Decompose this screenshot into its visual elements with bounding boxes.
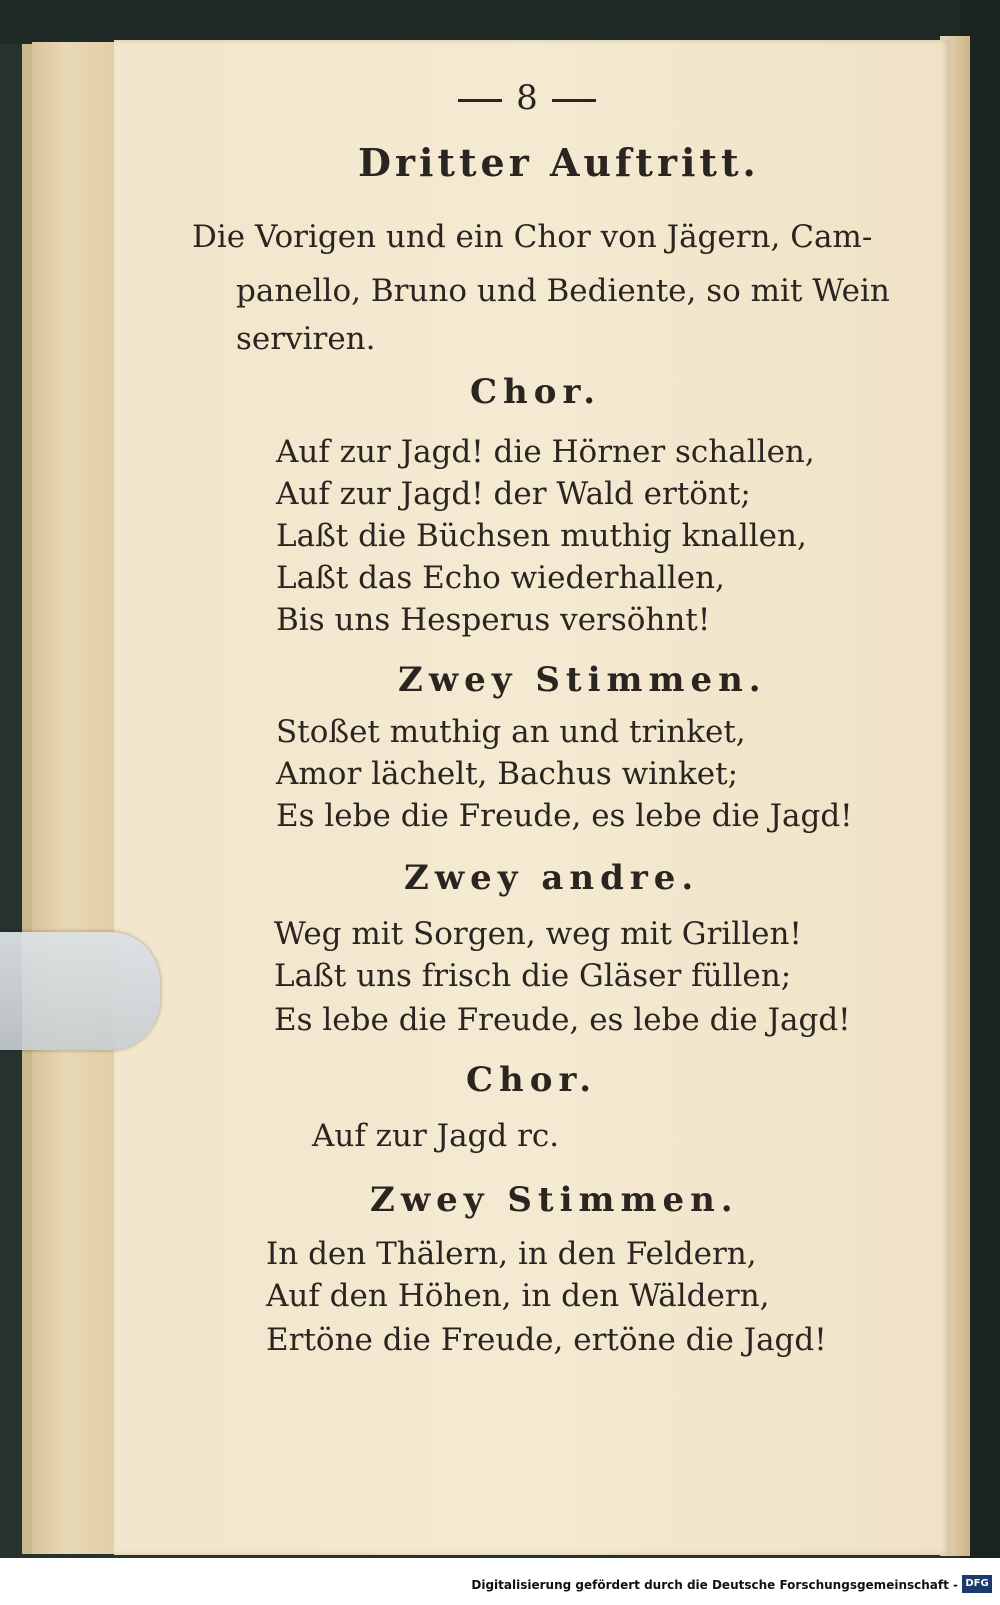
speaker-heading: Zwey Stimmen. xyxy=(370,1180,739,1220)
verse-line: Stoßet muthig an und trinket, xyxy=(276,714,746,750)
verse-line: Weg mit Sorgen, weg mit Grillen! xyxy=(274,916,802,952)
footer-credit: Digitalisierung gefördert durch die Deutsche Forschungsgemeinschaft - xyxy=(471,1578,958,1592)
verse-line: Es lebe die Freude, es lebe die Jagd! xyxy=(274,1002,851,1038)
stage-direction-line: Die Vorigen und ein Chor von Jägern, Cam- xyxy=(192,219,873,255)
verse-line: Bis uns Hesperus versöhnt! xyxy=(276,602,711,638)
stage-direction-line: panello, Bruno und Bediente, so mit Wein xyxy=(236,273,890,309)
page-holder-clip xyxy=(0,932,160,1050)
page-fold-strip xyxy=(32,42,116,1554)
top-shadow xyxy=(0,0,1000,44)
verse-line: Laßt die Büchsen muthig knallen, xyxy=(276,518,807,554)
dfg-logo: DFG xyxy=(962,1575,992,1593)
verse-line: Ertöne die Freude, ertöne die Jagd! xyxy=(266,1322,827,1358)
verse-line: In den Thälern, in den Feldern, xyxy=(266,1236,757,1272)
verse-line: Auf zur Jagd rc. xyxy=(312,1118,560,1154)
scene-title: Dritter Auftritt. xyxy=(358,140,760,185)
speaker-heading: Chor. xyxy=(470,372,602,412)
stage-direction-line: serviren. xyxy=(236,321,376,357)
verse-line: Auf zur Jagd! die Hörner schallen, xyxy=(276,434,815,470)
verse-line: Auf den Höhen, in den Wäldern, xyxy=(266,1278,770,1314)
verse-line: Amor lächelt, Bachus winket; xyxy=(276,756,739,792)
speaker-heading: Zwey andre. xyxy=(404,858,700,898)
verse-line: Laßt uns frisch die Gläser füllen; xyxy=(274,958,792,994)
speaker-heading: Chor. xyxy=(466,1060,598,1100)
dash-right xyxy=(552,99,596,102)
verse-line: Es lebe die Freude, es lebe die Jagd! xyxy=(276,798,853,834)
speaker-heading: Zwey Stimmen. xyxy=(398,660,767,700)
verse-line: Auf zur Jagd! der Wald ertönt; xyxy=(276,476,751,512)
book-edge xyxy=(22,44,32,1554)
dash-left xyxy=(458,99,502,102)
verse-line: Laßt das Echo wiederhallen, xyxy=(276,560,725,596)
page-number: 8 xyxy=(432,78,622,118)
